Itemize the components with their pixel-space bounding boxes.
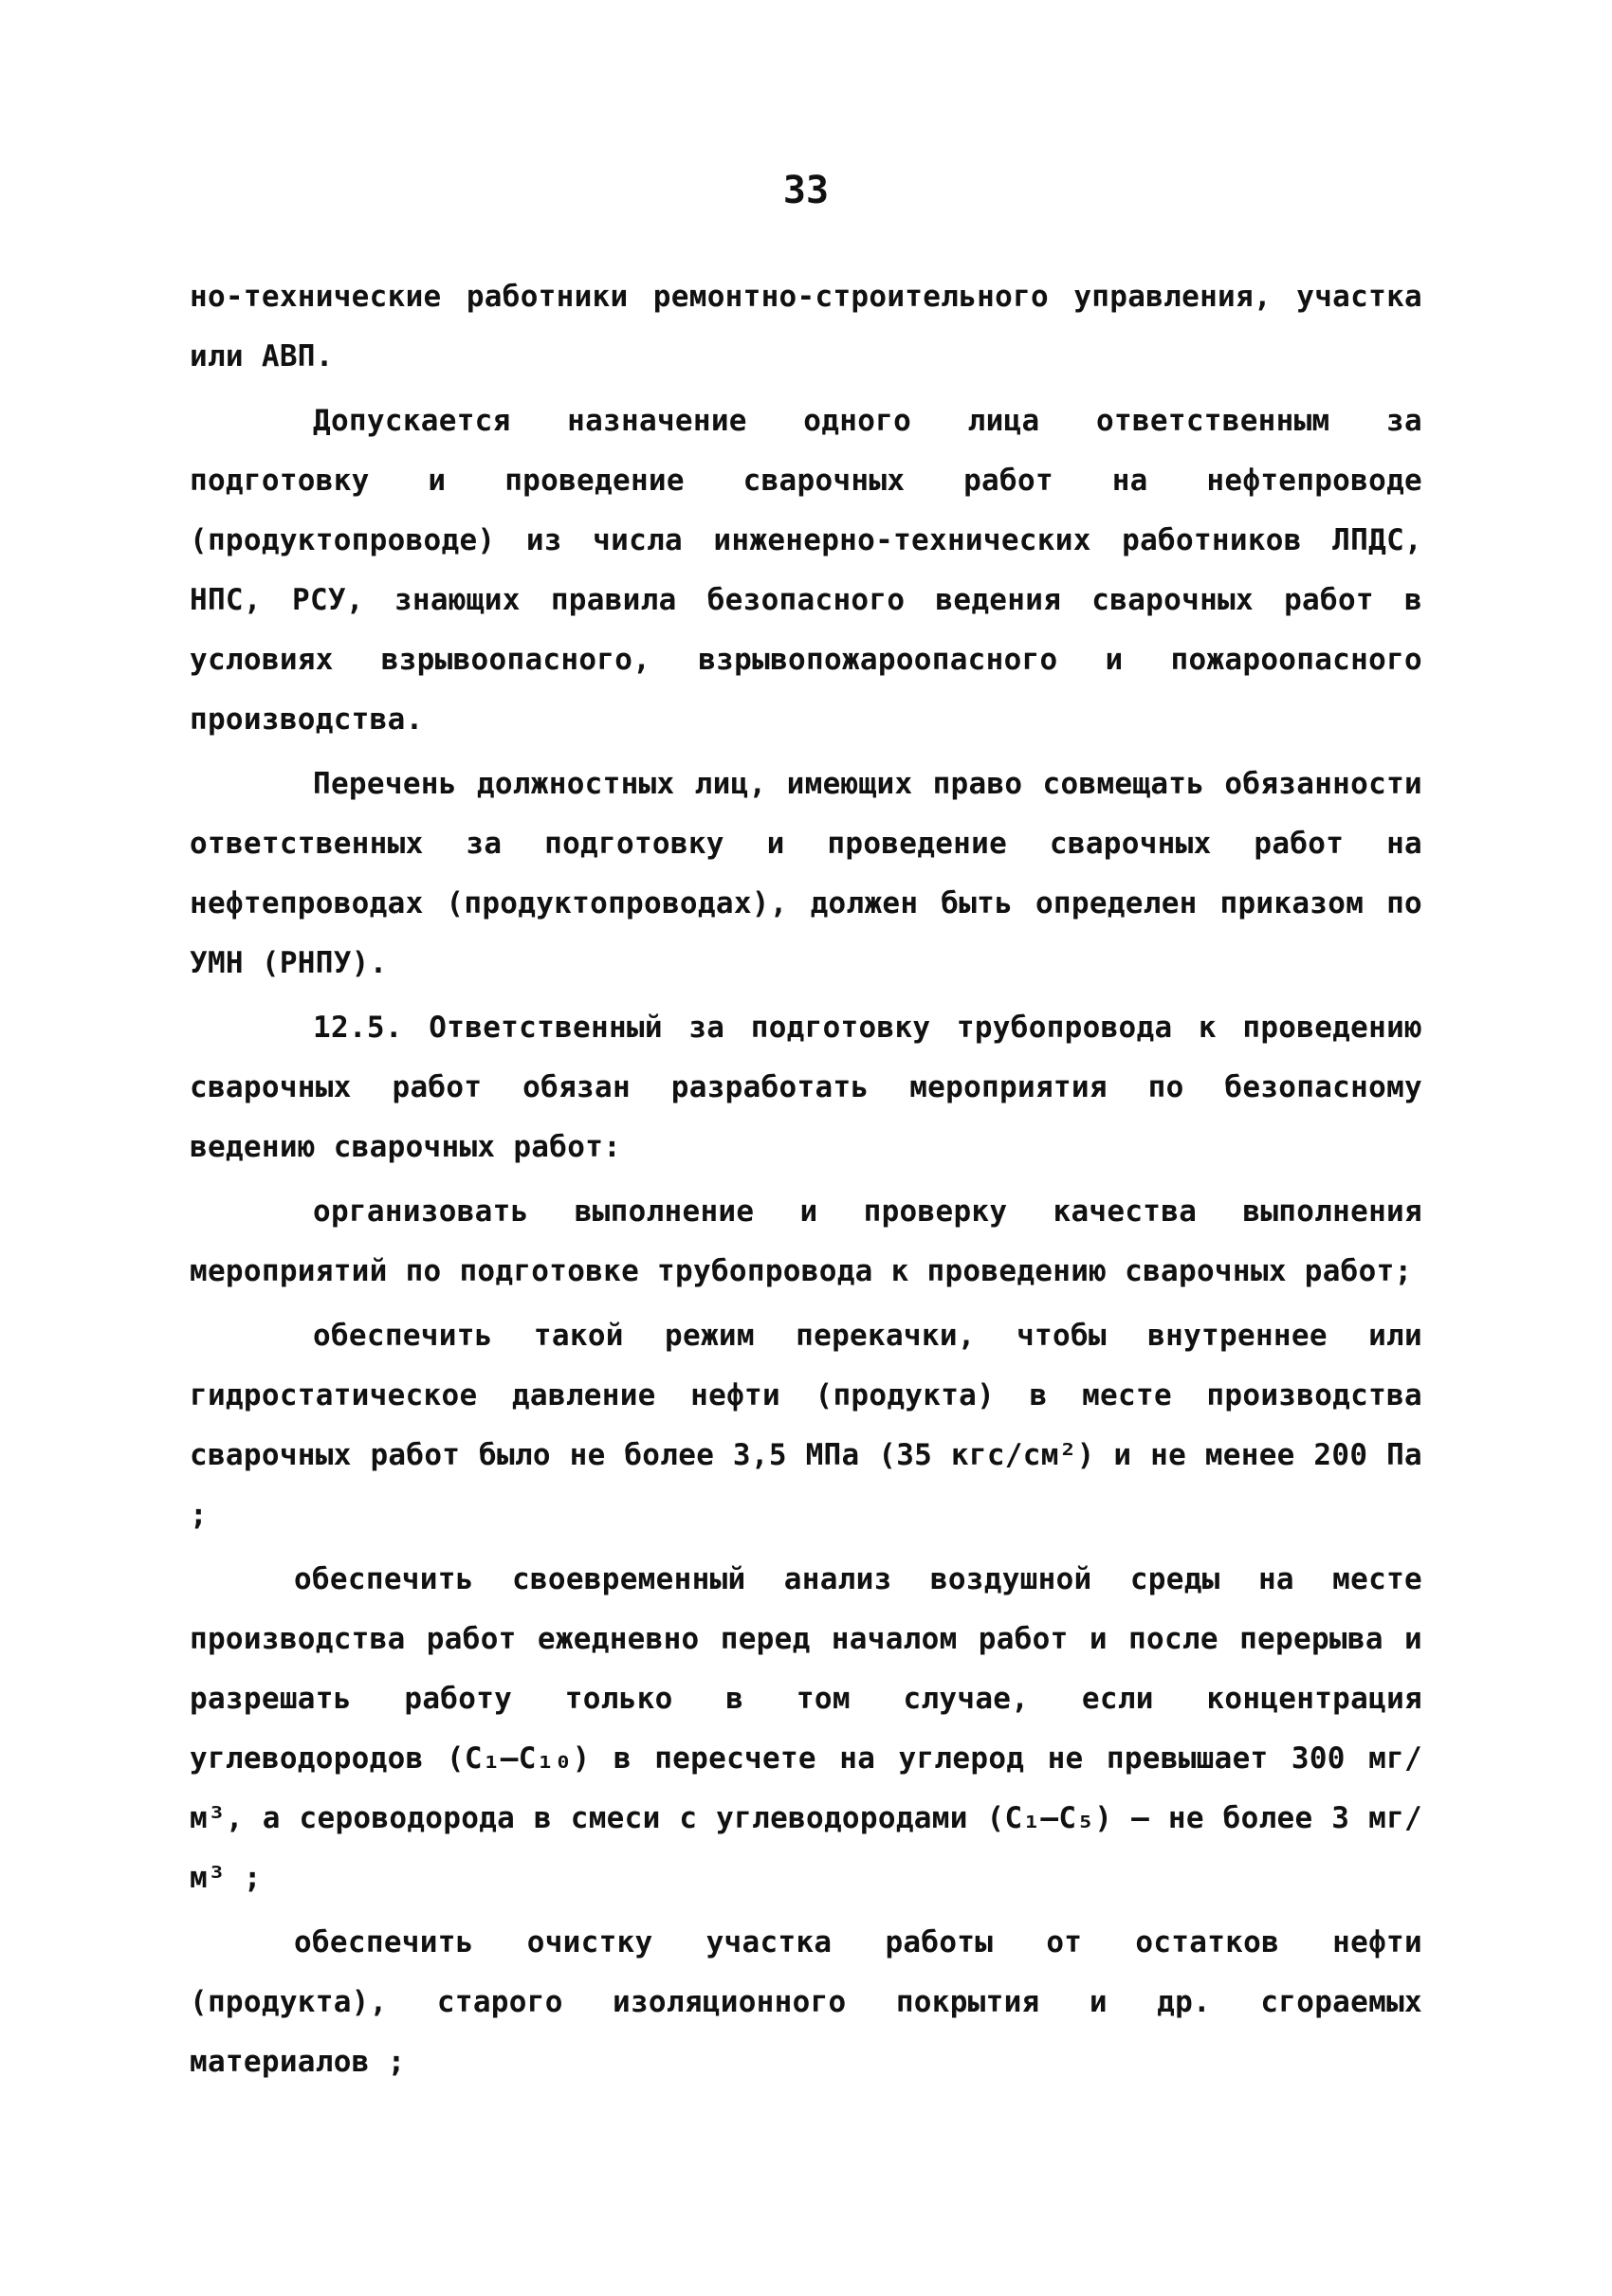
list-item-air-analysis: обеспечить своевременный анализ воздушной среды на месте производства работ ежедневно перед началом работ и после перерыва и разрешать работу только в том случае, если концентрация углеводородов (C₁–C₁₀) в пересчете на углерод не превышает 300 мг/м³, а сероводорода в смеси с углеводородами (C₁–C₅) – не более 3 мг/м³ ; [190, 1562, 1422, 1895]
page-number: 33 [782, 169, 830, 212]
document-body [190, 267, 1422, 2097]
list-item-organize: организовать выполнение и проверку качества выполнения мероприятий по подготовке трубопровода к проведению сварочных работ; [190, 1194, 1422, 1288]
paragraph-section-12-5: 12.5. Ответственный за подготовку трубопровода к проведению сварочных работ обязан разработать мероприятия по безопасному ведению сварочных работ: [190, 1011, 1422, 1164]
list-item-pressure-mode: обеспечить такой режим перекачки, чтобы внутреннее или гидростатическое давление нефти (продукта) в месте производства сварочных работ было не более 3,5 МПа (35 кгс/см²) и не менее 200 Па ; [190, 1319, 1422, 1532]
paragraph-continuation: но-технические работники ремонтно-строительного управления, участка или АВП. [190, 280, 1422, 374]
paragraph-officials-list: Перечень должностных лиц, имеющих право совмещать обязанности ответственных за подготовку и проведение сварочных работ на нефтепроводах (продуктопроводах), должен быть определен приказом по УМН (РНПУ). [190, 767, 1422, 980]
paragraph-single-responsible: Допускается назначение одного лица ответственным за подготовку и проведение сварочных работ на нефтепроводе (продуктопроводе) из числа инженерно-технических работников ЛПДС, НПС, РСУ, знающих правила безопасного ведения сварочных работ в условиях взрывоопасного, взрывопожароопасного и пожароопасного производства. [190, 404, 1422, 737]
list-item-cleaning: обеспечить очистку участка работы от остатков нефти (продукта), старого изоляционного покрытия и др. сгораемых материалов ; [190, 1925, 1422, 2079]
